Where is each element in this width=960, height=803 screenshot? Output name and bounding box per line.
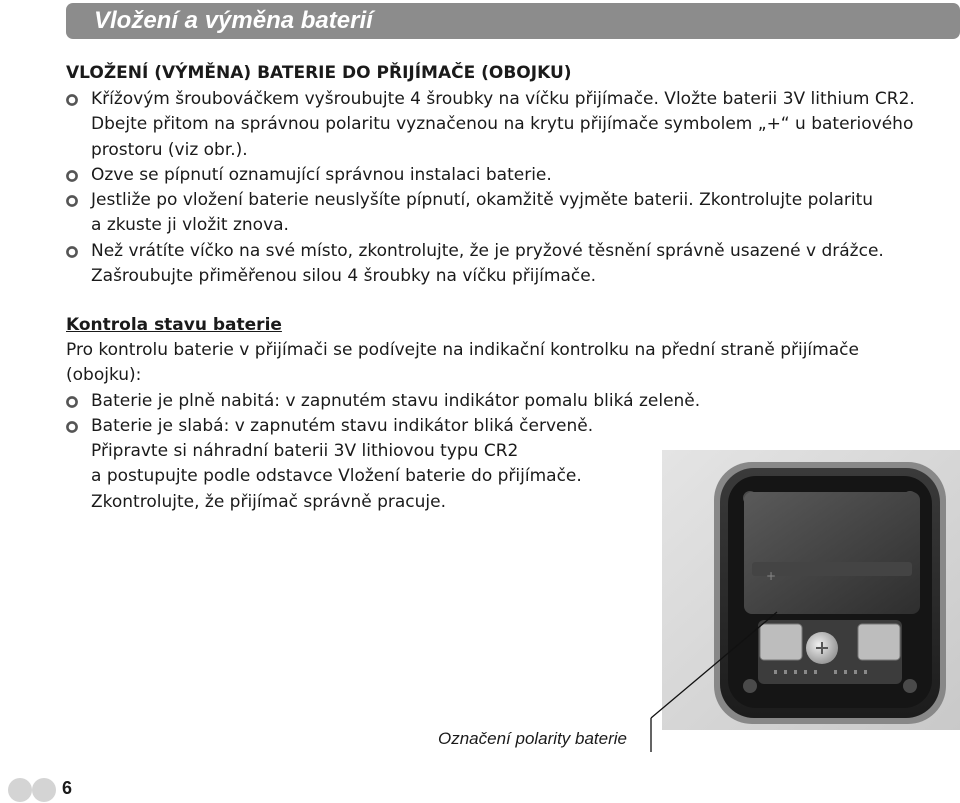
battery-insertion-section [66, 61, 956, 289]
bullet-icon [66, 246, 78, 258]
bullet-icon [66, 94, 78, 106]
page-title: Vložení a výměna baterií [94, 7, 373, 34]
page-number: 6 [62, 778, 73, 798]
list-item: Jestliže po vložení baterie neuslyšíte pípnutí, okamžitě vyjměte baterii. Zkontrolujte polaritu a zkuste ji vložit znova. [66, 188, 956, 239]
section-heading: Kontrola stavu baterie [66, 315, 282, 335]
receiver-illustration [662, 450, 960, 730]
bullet-icon [66, 421, 78, 433]
list-item: Křížovým šroubováčkem vyšroubujte 4 šroubky na víčku přijímače. Vložte baterii 3V lithium CR2. Dbejte přitom na správnou polaritu vyznačenou na krytu přijímače symbolem „+“ u bateriového prostoru (viz obr.). [66, 87, 956, 163]
receiver-battery-photo [662, 450, 960, 730]
list-item: Baterie je slabá: v zapnutém stavu indikátor bliká červeně. [66, 414, 956, 439]
followup-paragraph: Připravte si náhradní baterii 3V lithiovou typu CR2 a postupujte podle odstavce Vložení baterie do přijímače. Zkontrolujte, že přijímač správně pracuje. [91, 441, 582, 512]
svg-text:+: + [766, 569, 777, 583]
section-heading: VLOŽENÍ (VÝMĚNA) BATERIE DO PŘIJÍMAČE (OBOJKU) [66, 63, 572, 83]
section-header-bar [66, 3, 960, 39]
bullet-icon [66, 396, 78, 408]
bullet-icon [66, 195, 78, 207]
photo-caption: Označení polarity baterie [438, 729, 627, 748]
list-item: Než vrátíte víčko na své místo, zkontrolujte, že je pryžové těsnění správně usazené v drážce. Zašroubujte přiměřenou silou 4 šroubky na víčku přijímače. [66, 239, 956, 290]
intro-paragraph: Pro kontrolu baterie v přijímači se podívejte na indikační kontrolku na přední straně přijímače (obojku): [66, 340, 859, 386]
footer-dot [8, 778, 32, 802]
list-item: Baterie je plně nabitá: v zapnutém stavu indikátor pomalu bliká zeleně. [66, 389, 956, 414]
bullet-icon [66, 170, 78, 182]
footer-dot [32, 778, 56, 802]
list-item: Ozve se pípnutí oznamující správnou instalaci baterie. [66, 163, 956, 188]
